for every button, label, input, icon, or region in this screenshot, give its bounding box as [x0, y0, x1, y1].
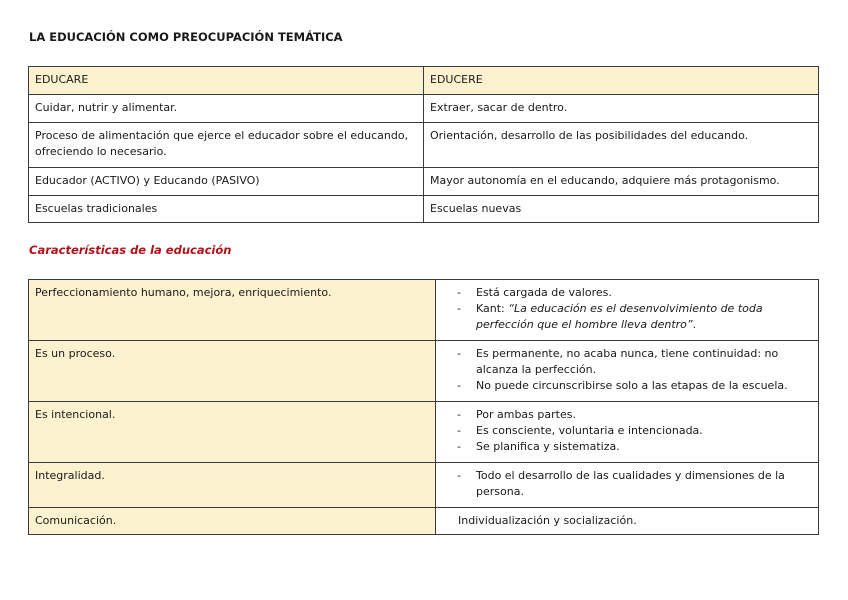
detail-list: [436, 468, 798, 500]
characteristic-label: Comunicación.: [29, 508, 436, 535]
quote-prefix: Kant:: [476, 302, 509, 315]
detail-list: [436, 285, 798, 333]
educare-educere-table: [28, 66, 819, 223]
list-item: - No puede circunscribirse solo a las etapas de la escuela.: [436, 378, 798, 394]
characteristic-details: [436, 463, 819, 508]
section-subtitle: Características de la educación: [29, 243, 232, 257]
table-cell: Extraer, sacar de dentro.: [424, 95, 819, 123]
kant-quote: “La educación es el desenvolvimiento de toda perfección que el hombre lleva dentro”: [476, 302, 763, 331]
characteristic-label: Perfeccionamiento humano, mejora, enriquecimiento.: [29, 280, 436, 341]
detail-list: [436, 346, 798, 394]
table-cell: Escuelas tradicionales: [29, 196, 424, 223]
table-cell: Proceso de alimentación que ejerce el educador sobre el educando, ofreciendo lo necesario.: [29, 123, 424, 168]
characteristic-details: [436, 341, 819, 402]
table-row: [29, 508, 819, 535]
detail-list: [436, 407, 798, 455]
header-educare: EDUCARE: [29, 67, 424, 95]
table-cell: Escuelas nuevas: [424, 196, 819, 223]
table-header-row: [29, 67, 819, 95]
table-row: [29, 168, 819, 196]
table-cell: Orientación, desarrollo de las posibilidades del educando.: [424, 123, 819, 168]
table-row: [29, 196, 819, 223]
quote-suffix: .: [692, 318, 697, 331]
list-item: - Todo el desarrollo de las cualidades y dimensiones de la persona.: [436, 468, 798, 500]
list-item: - Está cargada de valores.: [436, 285, 798, 301]
characteristic-details: [436, 402, 819, 463]
detail-text: Individualización y socialización.: [458, 514, 637, 527]
characteristic-label: Es un proceso.: [29, 341, 436, 402]
list-item: - Se planifica y sistematiza.: [436, 439, 798, 455]
list-item: - Por ambas partes.: [436, 407, 798, 423]
table-row: [29, 280, 819, 341]
table-row: [29, 463, 819, 508]
page-title: LA EDUCACIÓN COMO PREOCUPACIÓN TEMÁTICA: [29, 30, 343, 44]
characteristic-details: [436, 280, 819, 341]
table-row: [29, 123, 819, 168]
characteristic-label: Es intencional.: [29, 402, 436, 463]
list-item: [436, 301, 798, 333]
table-row: [29, 341, 819, 402]
list-item: - Es consciente, voluntaria e intencionada.: [436, 423, 798, 439]
header-educere: EDUCERE: [424, 67, 819, 95]
table-cell: Cuidar, nutrir y alimentar.: [29, 95, 424, 123]
table-cell: Mayor autonomía en el educando, adquiere más protagonismo.: [424, 168, 819, 196]
characteristic-details: [436, 508, 819, 535]
list-item: - Es permanente, no acaba nunca, tiene continuidad: no alcanza la perfección.: [436, 346, 798, 378]
characteristics-table: [28, 279, 819, 535]
table-row: [29, 402, 819, 463]
table-row: [29, 95, 819, 123]
table-cell: Educador (ACTIVO) y Educando (PASIVO): [29, 168, 424, 196]
characteristic-label: Integralidad.: [29, 463, 436, 508]
